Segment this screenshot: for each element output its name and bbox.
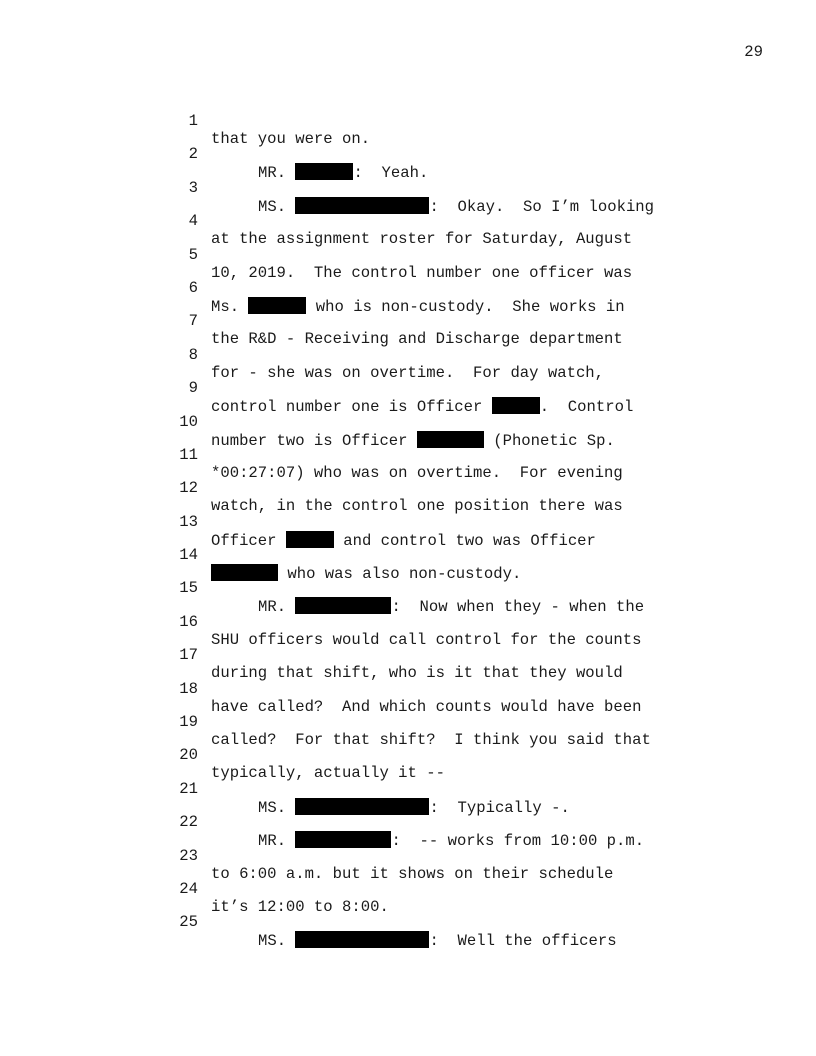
line-text: MS. : Well the officers: [258, 932, 617, 951]
line-number: 3: [188, 178, 198, 197]
line-number: 15: [179, 579, 198, 598]
line-number: 1: [188, 112, 198, 130]
line-number: 8: [188, 345, 198, 364]
line-text: control number one is Officer . Control: [211, 398, 634, 417]
transcript-line: [172, 728, 772, 783]
line-number: 13: [179, 512, 198, 531]
line-number: 23: [179, 846, 198, 865]
line-number: 2: [188, 145, 198, 164]
line-number: 9: [188, 379, 198, 398]
line-text: number two is Officer (Phonetic Sp.: [211, 431, 615, 450]
line-number: 20: [179, 746, 198, 765]
line-number: 16: [179, 612, 198, 631]
line-text: called? For that shift? I think you said that: [211, 731, 651, 750]
transcript-line: [172, 662, 772, 716]
line-number: 18: [179, 679, 198, 698]
transcript-line: [172, 495, 772, 550]
line-number: 21: [179, 779, 198, 798]
line-number: 25: [179, 913, 198, 932]
transcript-line: [172, 829, 772, 883]
transcript-line: [172, 395, 772, 450]
transcript-line: [172, 228, 772, 282]
transcript-line: [172, 428, 772, 482]
line-number: 19: [179, 713, 198, 732]
line-text: who was also non-custody.: [211, 564, 521, 583]
line-text: MR. : -- works from 10:00 p.m.: [258, 832, 645, 851]
transcript-line: [172, 795, 772, 851]
redaction-box: [295, 931, 429, 948]
line-text: MR. : Yeah.: [258, 164, 429, 183]
transcript-line: [172, 528, 772, 584]
line-text: Officer and control two was Officer: [211, 531, 596, 550]
line-text: MS. : Typically -.: [258, 798, 570, 817]
transcript-line: [172, 361, 772, 417]
line-number: 7: [188, 312, 198, 331]
line-text: SHU officers would call control for the counts: [211, 630, 642, 649]
line-text: MS. : Okay. So I’m looking: [258, 197, 655, 216]
line-text: it’s 12:00 to 8:00.: [211, 897, 389, 916]
transcript-line: [172, 695, 772, 750]
line-text: during that shift, who is it that they would: [211, 664, 623, 683]
transcript-line: [172, 261, 772, 316]
transcript-body: [172, 94, 772, 951]
transcript-line: [172, 561, 772, 617]
transcript-line: [172, 194, 772, 249]
line-number: 17: [179, 646, 198, 665]
transcript-line: [172, 628, 772, 683]
line-number: 14: [179, 546, 198, 565]
line-text: the R&D - Receiving and Discharge department: [211, 330, 623, 349]
transcript-line: [172, 461, 772, 516]
line-text: have called? And which counts would have been: [211, 697, 642, 716]
transcript-line: [172, 895, 772, 951]
line-text: to 6:00 a.m. but it shows on their schedule: [211, 864, 614, 883]
page-number: 29: [744, 43, 763, 61]
line-text: for - she was on overtime. For day watch,: [211, 363, 605, 382]
transcript-line: [172, 161, 772, 216]
line-number: 5: [188, 245, 198, 264]
line-text: at the assignment roster for Saturday, August: [211, 230, 633, 249]
transcript-line: [172, 127, 772, 183]
line-number: 24: [179, 879, 198, 898]
line-number: 12: [179, 479, 198, 498]
transcript-line: [172, 862, 772, 916]
line-text: typically, actually it --: [211, 764, 445, 783]
line-text: 10, 2019. The control number one officer was: [211, 263, 633, 282]
transcript-line: [172, 328, 772, 382]
line-text: *00:27:07) who was on overtime. For evening: [211, 463, 623, 482]
transcript-line: [172, 595, 772, 649]
transcript-line: [172, 762, 772, 817]
transcript-line: [172, 94, 772, 148]
line-text: watch, in the control one position there was: [211, 497, 623, 516]
line-number: 10: [179, 412, 198, 431]
line-text: Ms. who is non-custody. She works in: [211, 297, 625, 316]
line-number: 4: [188, 212, 198, 231]
line-text: that you were on.: [211, 130, 371, 148]
line-text: MR. : Now when they - when the: [258, 598, 645, 617]
line-number: 22: [179, 813, 198, 832]
transcript-line: [172, 294, 772, 349]
line-number: 11: [179, 445, 198, 464]
line-number: 6: [188, 278, 198, 297]
